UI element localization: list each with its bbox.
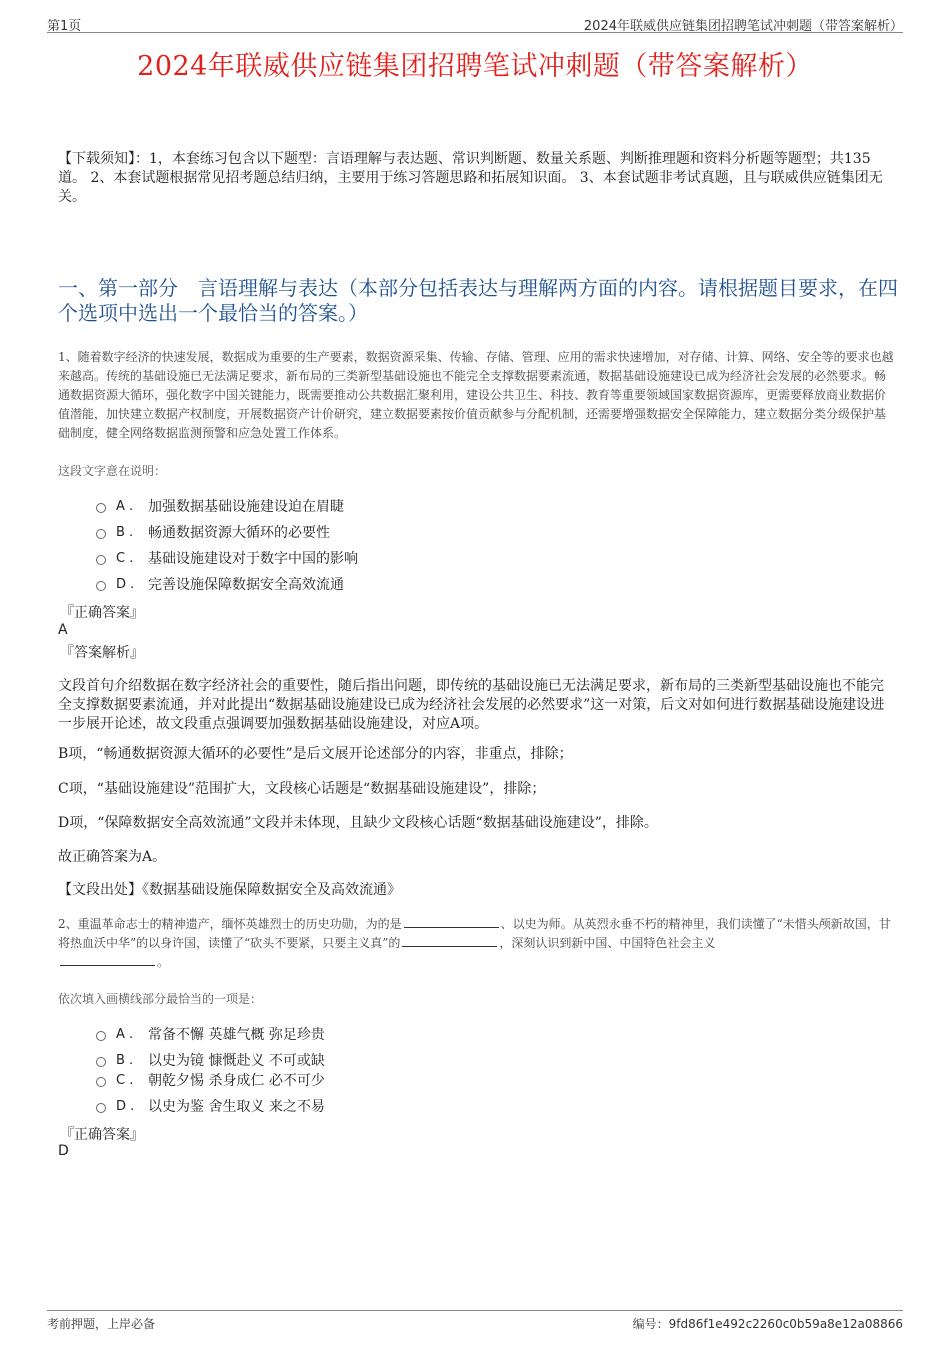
header-doc-title: 2024年联威供应链集团招聘笔试冲刺题（带答案解析）: [583, 19, 903, 34]
radio-icon[interactable]: [96, 581, 106, 591]
code-label: 编号：: [632, 1317, 669, 1331]
option-text: 朝乾夕惕 杀身成仁 必不可少: [148, 1073, 325, 1089]
q1-conclusion: 故正确答案为A。: [58, 849, 167, 865]
radio-icon[interactable]: [96, 1057, 106, 1067]
question-1-stem: 1、随着数字经济的快速发展，数据成为重要的生产要素，数据资源采集、传输、存储、管理、应用的需求快速增加，对存储、计算、网络、安全等的要求也越来越高。传统的基础设施已无法满足要求，新布局的三类新型基础设施也不能完全支撑数据要素流通，数据基础设施建设已成为经济社会发展的必然要求。畅通数据资源大循环，强化数字中国关键能力，既需要推动公共数据汇聚利用，建设公共卫生、科技、教育等重要领域国家数据资源库，更需要释放商业数据价值潜能，加快建立数据产权制度，开展数据资产计价研究，建立数据要素按价值贡献参与分配机制，还需要增强数据安全保障能力，建立数据分类分级保护基础制度，健全网络数据监测预警和应急处置工作体系。: [58, 350, 894, 440]
option-text: 畅通数据资源大循环的必要性: [148, 525, 330, 541]
option-text: 以史为鉴 舍生取义 来之不易: [148, 1099, 325, 1115]
q1-analysis-paragraph: 文段首句介绍数据在数字经济社会的重要性，随后指出问题，即传统的基础设施已无法满足要求，新布局的三类新型基础设施也不能完全支撑数据要素流通，并对此提出“数据基础设施建设已成为经济社会发展的必然要求”这一对策，后文对如何进行数据基础设施建设进一步展开论述，故文段重点强调要加强数据基础设施建设，对应A项。: [58, 678, 885, 732]
q1-answer-label: 『正确答案』: [60, 605, 144, 621]
download-notice: 【下载须知】：1，本套练习包含以下题型：言语理解与表达题、常识判断题、数量关系题、判断推理题和资料分析题等题型；共135道。 2、本套试题根据常见招考题总结归纳，主要用于练习答题思路和拓展知识面。 3、本套试题非考试真题，且与联威供应链集团无关。: [58, 151, 883, 205]
q1-analysis-d: D项，“保障数据安全高效流通”文段并未体现，且缺少文段核心话题“数据基础设施建设”，排除。: [58, 815, 658, 831]
option-text: 常备不懈 英雄气概 弥足珍贵: [148, 1027, 325, 1043]
option-letter: A .: [116, 498, 134, 514]
fill-blank-3[interactable]: [60, 953, 155, 966]
question-2-prompt: 依次填入画横线部分最恰当的一项是：: [58, 992, 263, 1006]
page-footer: [47, 1310, 903, 1333]
radio-icon[interactable]: [96, 1077, 106, 1087]
option-letter: B .: [116, 1052, 134, 1068]
option-letter: D .: [116, 576, 135, 592]
q2-option-c[interactable]: [96, 1070, 325, 1090]
option-text: 加强数据基础设施建设迫在眉睫: [148, 499, 344, 515]
option-text: 基础设施建设对于数字中国的影响: [148, 551, 358, 567]
q1-analysis-b: B项，“畅通数据资源大循环的必要性”是后文展开论述部分的内容，非重点，排除；: [58, 746, 573, 762]
option-text: 完善设施保障数据安全高效流通: [148, 577, 344, 593]
q2-option-a[interactable]: [96, 1024, 325, 1044]
q2-option-b[interactable]: [96, 1050, 325, 1070]
code-value: 9fd86f1e492c2260c0b59a8e12a08866: [668, 1317, 903, 1331]
footer-code: [633, 1315, 903, 1332]
document-title: 2024年联威供应链集团招聘笔试冲刺题（带答案解析）: [137, 51, 813, 82]
q1-option-a[interactable]: [96, 496, 344, 516]
q1-answer: A: [58, 622, 68, 638]
q1-analysis-label: 『答案解析』: [60, 645, 144, 661]
question-1-prompt: 这段文字意在说明：: [58, 464, 167, 478]
q2-stem-part-2: 、以史为师。从英烈永垂不朽的精神里，我们读懂了“未惜头颅新故国，甘将热血沃中华”的以身许国，读懂了“砍头不要紧，只要主义真”的: [58, 917, 891, 950]
q2-stem-part-4: 。: [157, 955, 170, 969]
q1-analysis-c: C项，“基础设施建设”范围扩大，文段核心话题是“数据基础设施建设”，排除；: [58, 781, 546, 797]
q1-option-b[interactable]: [96, 522, 330, 542]
q1-source: 【文段出处】《数据基础设施保障数据安全及高效流通》: [58, 882, 401, 898]
q2-option-d[interactable]: [96, 1096, 325, 1116]
q2-stem-part-1: 2、重温革命志士的精神遗产，缅怀英雄烈士的历史功勋，为的是: [58, 917, 402, 931]
q1-option-d[interactable]: [96, 574, 344, 594]
option-letter: C .: [116, 550, 134, 566]
page-header: [47, 12, 903, 33]
fill-blank-1[interactable]: [404, 915, 499, 928]
radio-icon[interactable]: [96, 555, 106, 565]
option-letter: C .: [116, 1072, 134, 1088]
radio-icon[interactable]: [96, 503, 106, 513]
option-letter: A .: [116, 1026, 134, 1042]
section-title: 一、第一部分 言语理解与表达（本部分包括表达与理解两方面的内容。请根据题目要求，在四个选项中选出一个最恰当的答案。）: [58, 276, 898, 325]
radio-icon[interactable]: [96, 529, 106, 539]
radio-icon[interactable]: [96, 1031, 106, 1041]
question-2-stem: [58, 915, 896, 972]
page-number: 第1页: [47, 19, 82, 34]
radio-icon[interactable]: [96, 1103, 106, 1113]
footer-slogan: 考前押题，上岸必备: [47, 1317, 156, 1331]
q2-answer-label: 『正确答案』: [60, 1127, 144, 1143]
option-letter: B .: [116, 524, 134, 540]
q1-option-c[interactable]: [96, 548, 358, 568]
option-letter: D .: [116, 1098, 135, 1114]
q2-answer: D: [58, 1143, 69, 1159]
q2-stem-part-3: ，深刻认识到新中国、中国特色社会主义: [499, 936, 716, 950]
option-text: 以史为镜 慷慨赴义 不可或缺: [148, 1053, 325, 1069]
fill-blank-2[interactable]: [402, 934, 497, 947]
